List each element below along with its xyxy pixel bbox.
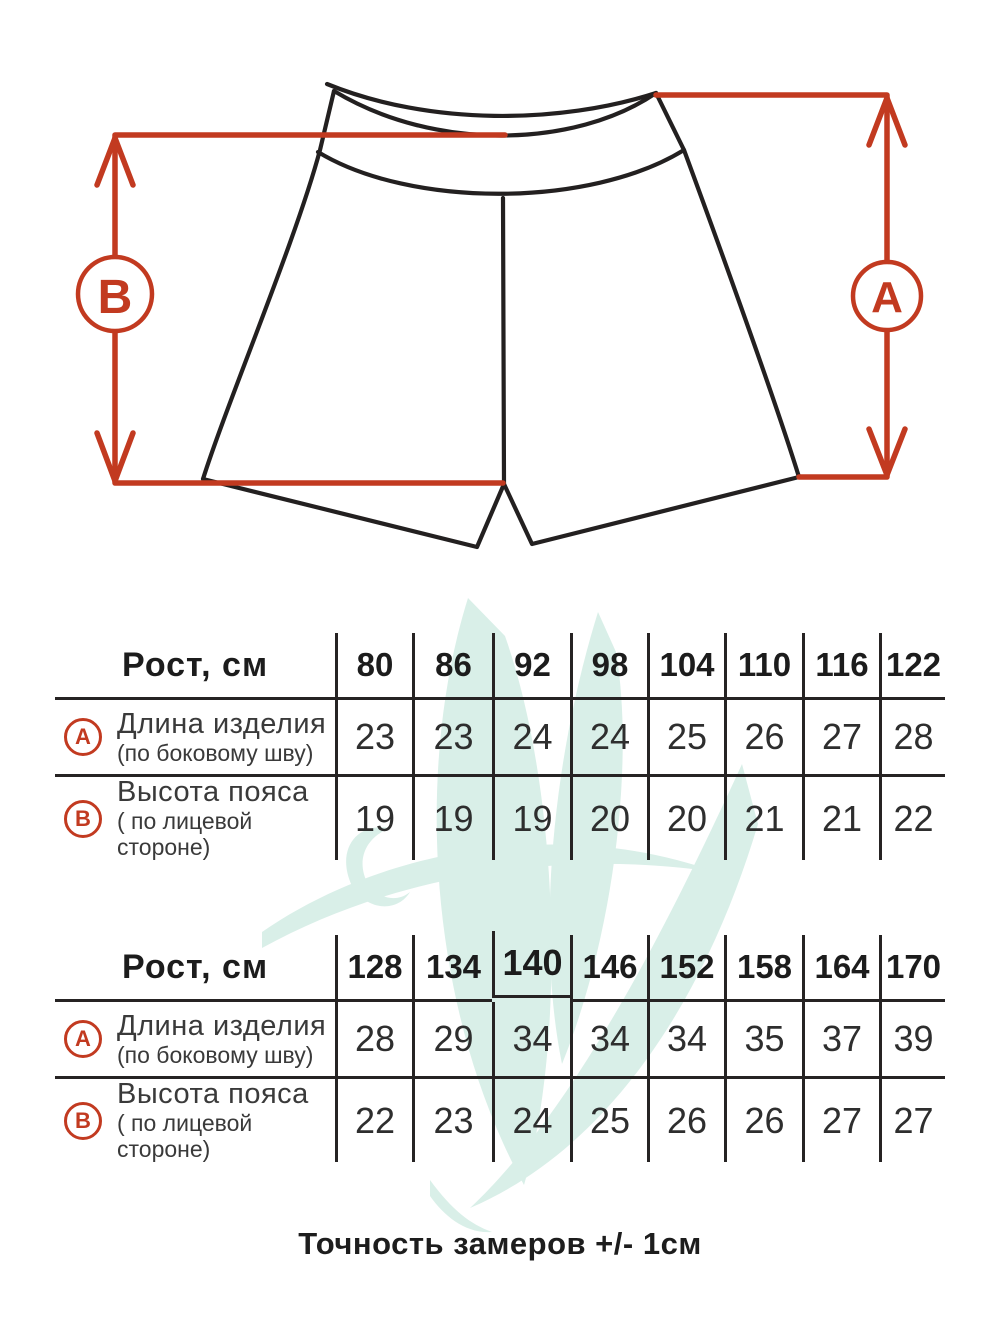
dimension-a-label: A bbox=[871, 273, 903, 322]
height-row-label: Рост, см bbox=[55, 935, 335, 1002]
value-cell: 26 bbox=[647, 1079, 724, 1162]
height-header-cell: 104 bbox=[647, 633, 724, 700]
value-cell: 28 bbox=[335, 1002, 412, 1079]
table-header-row bbox=[55, 935, 945, 1002]
value-cell: 22 bbox=[335, 1079, 412, 1162]
measurement-title: Высота пояса bbox=[117, 1078, 309, 1110]
value-cell: 21 bbox=[802, 777, 879, 860]
measurement-title: Высота пояса bbox=[117, 776, 309, 808]
value-cell: 35 bbox=[724, 1002, 802, 1079]
height-header-cell: 146 bbox=[570, 935, 647, 1002]
height-header-cell: 164 bbox=[802, 935, 879, 1002]
value-cell: 29 bbox=[412, 1002, 492, 1079]
value-cell: 27 bbox=[802, 700, 879, 777]
measurement-b-badge: B bbox=[64, 800, 102, 838]
value-cell: 37 bbox=[802, 1002, 879, 1079]
measurement-title: Длина изделия bbox=[117, 707, 327, 740]
value-cell: 26 bbox=[724, 700, 802, 777]
measurement-row-a bbox=[55, 1002, 945, 1079]
size-table-2 bbox=[55, 935, 945, 1162]
value-cell: 19 bbox=[412, 777, 492, 860]
measurement-subtitle: ( по лицевой стороне) bbox=[117, 808, 253, 860]
height-header-cell: 122 bbox=[879, 633, 945, 700]
measurement-subtitle: ( по лицевой стороне) bbox=[117, 1110, 253, 1162]
value-cell: 25 bbox=[570, 1079, 647, 1162]
value-cell: 34 bbox=[570, 1002, 647, 1079]
height-header-cell: 80 bbox=[335, 633, 412, 700]
height-header-cell: 140 bbox=[492, 931, 570, 998]
measurement-label bbox=[55, 700, 335, 777]
value-cell: 23 bbox=[412, 1079, 492, 1162]
height-header-cell: 116 bbox=[802, 633, 879, 700]
value-cell: 21 bbox=[724, 777, 802, 860]
measurement-label bbox=[55, 777, 335, 860]
height-header-cell: 86 bbox=[412, 633, 492, 700]
value-cell: 34 bbox=[647, 1002, 724, 1079]
measurement-subtitle: (по боковому шву) bbox=[117, 739, 314, 766]
value-cell: 26 bbox=[724, 1079, 802, 1162]
measurement-b-badge: B bbox=[64, 1102, 102, 1140]
height-header-cell: 92 bbox=[492, 633, 570, 700]
value-cell: 23 bbox=[412, 700, 492, 777]
value-cell: 24 bbox=[492, 700, 570, 777]
size-table-1 bbox=[55, 633, 945, 860]
height-row-label: Рост, см bbox=[55, 633, 335, 700]
value-cell: 19 bbox=[492, 777, 570, 860]
height-header-cell: 98 bbox=[570, 633, 647, 700]
value-cell: 28 bbox=[879, 700, 945, 777]
height-header-cell: 152 bbox=[647, 935, 724, 1002]
value-cell: 24 bbox=[492, 1079, 570, 1162]
value-cell: 23 bbox=[335, 700, 412, 777]
value-cell: 20 bbox=[570, 777, 647, 860]
height-header-cell: 170 bbox=[879, 935, 945, 1002]
dimension-b bbox=[78, 135, 505, 483]
measurement-a-badge: A bbox=[64, 718, 102, 756]
measurement-row-b bbox=[55, 1078, 945, 1162]
value-cell: 20 bbox=[647, 777, 724, 860]
value-cell: 25 bbox=[647, 700, 724, 777]
value-cell: 34 bbox=[492, 1002, 570, 1079]
measurement-subtitle: (по боковому шву) bbox=[117, 1041, 314, 1068]
tolerance-note: Точность замеров +/- 1см bbox=[298, 1226, 702, 1261]
height-header-cell: 128 bbox=[335, 935, 412, 1002]
measurement-a-badge: A bbox=[64, 1020, 102, 1058]
measurement-row-b bbox=[55, 776, 945, 860]
table-header-row bbox=[55, 633, 945, 700]
value-cell: 39 bbox=[879, 1002, 945, 1079]
value-cell: 27 bbox=[879, 1079, 945, 1162]
measurement-label bbox=[55, 1002, 335, 1079]
measurement-title: Длина изделия bbox=[117, 1009, 327, 1042]
height-header-cell: 134 bbox=[412, 935, 492, 1002]
value-cell: 22 bbox=[879, 777, 945, 860]
shorts-outline bbox=[203, 84, 799, 547]
height-header-cell: 158 bbox=[724, 935, 802, 1002]
measurement-row-a bbox=[55, 700, 945, 777]
measurement-label bbox=[55, 1079, 335, 1162]
dimension-b-label: B bbox=[97, 271, 133, 324]
value-cell: 27 bbox=[802, 1079, 879, 1162]
height-header-cell: 110 bbox=[724, 633, 802, 700]
value-cell: 19 bbox=[335, 777, 412, 860]
value-cell: 24 bbox=[570, 700, 647, 777]
shorts-diagram bbox=[0, 0, 1000, 600]
